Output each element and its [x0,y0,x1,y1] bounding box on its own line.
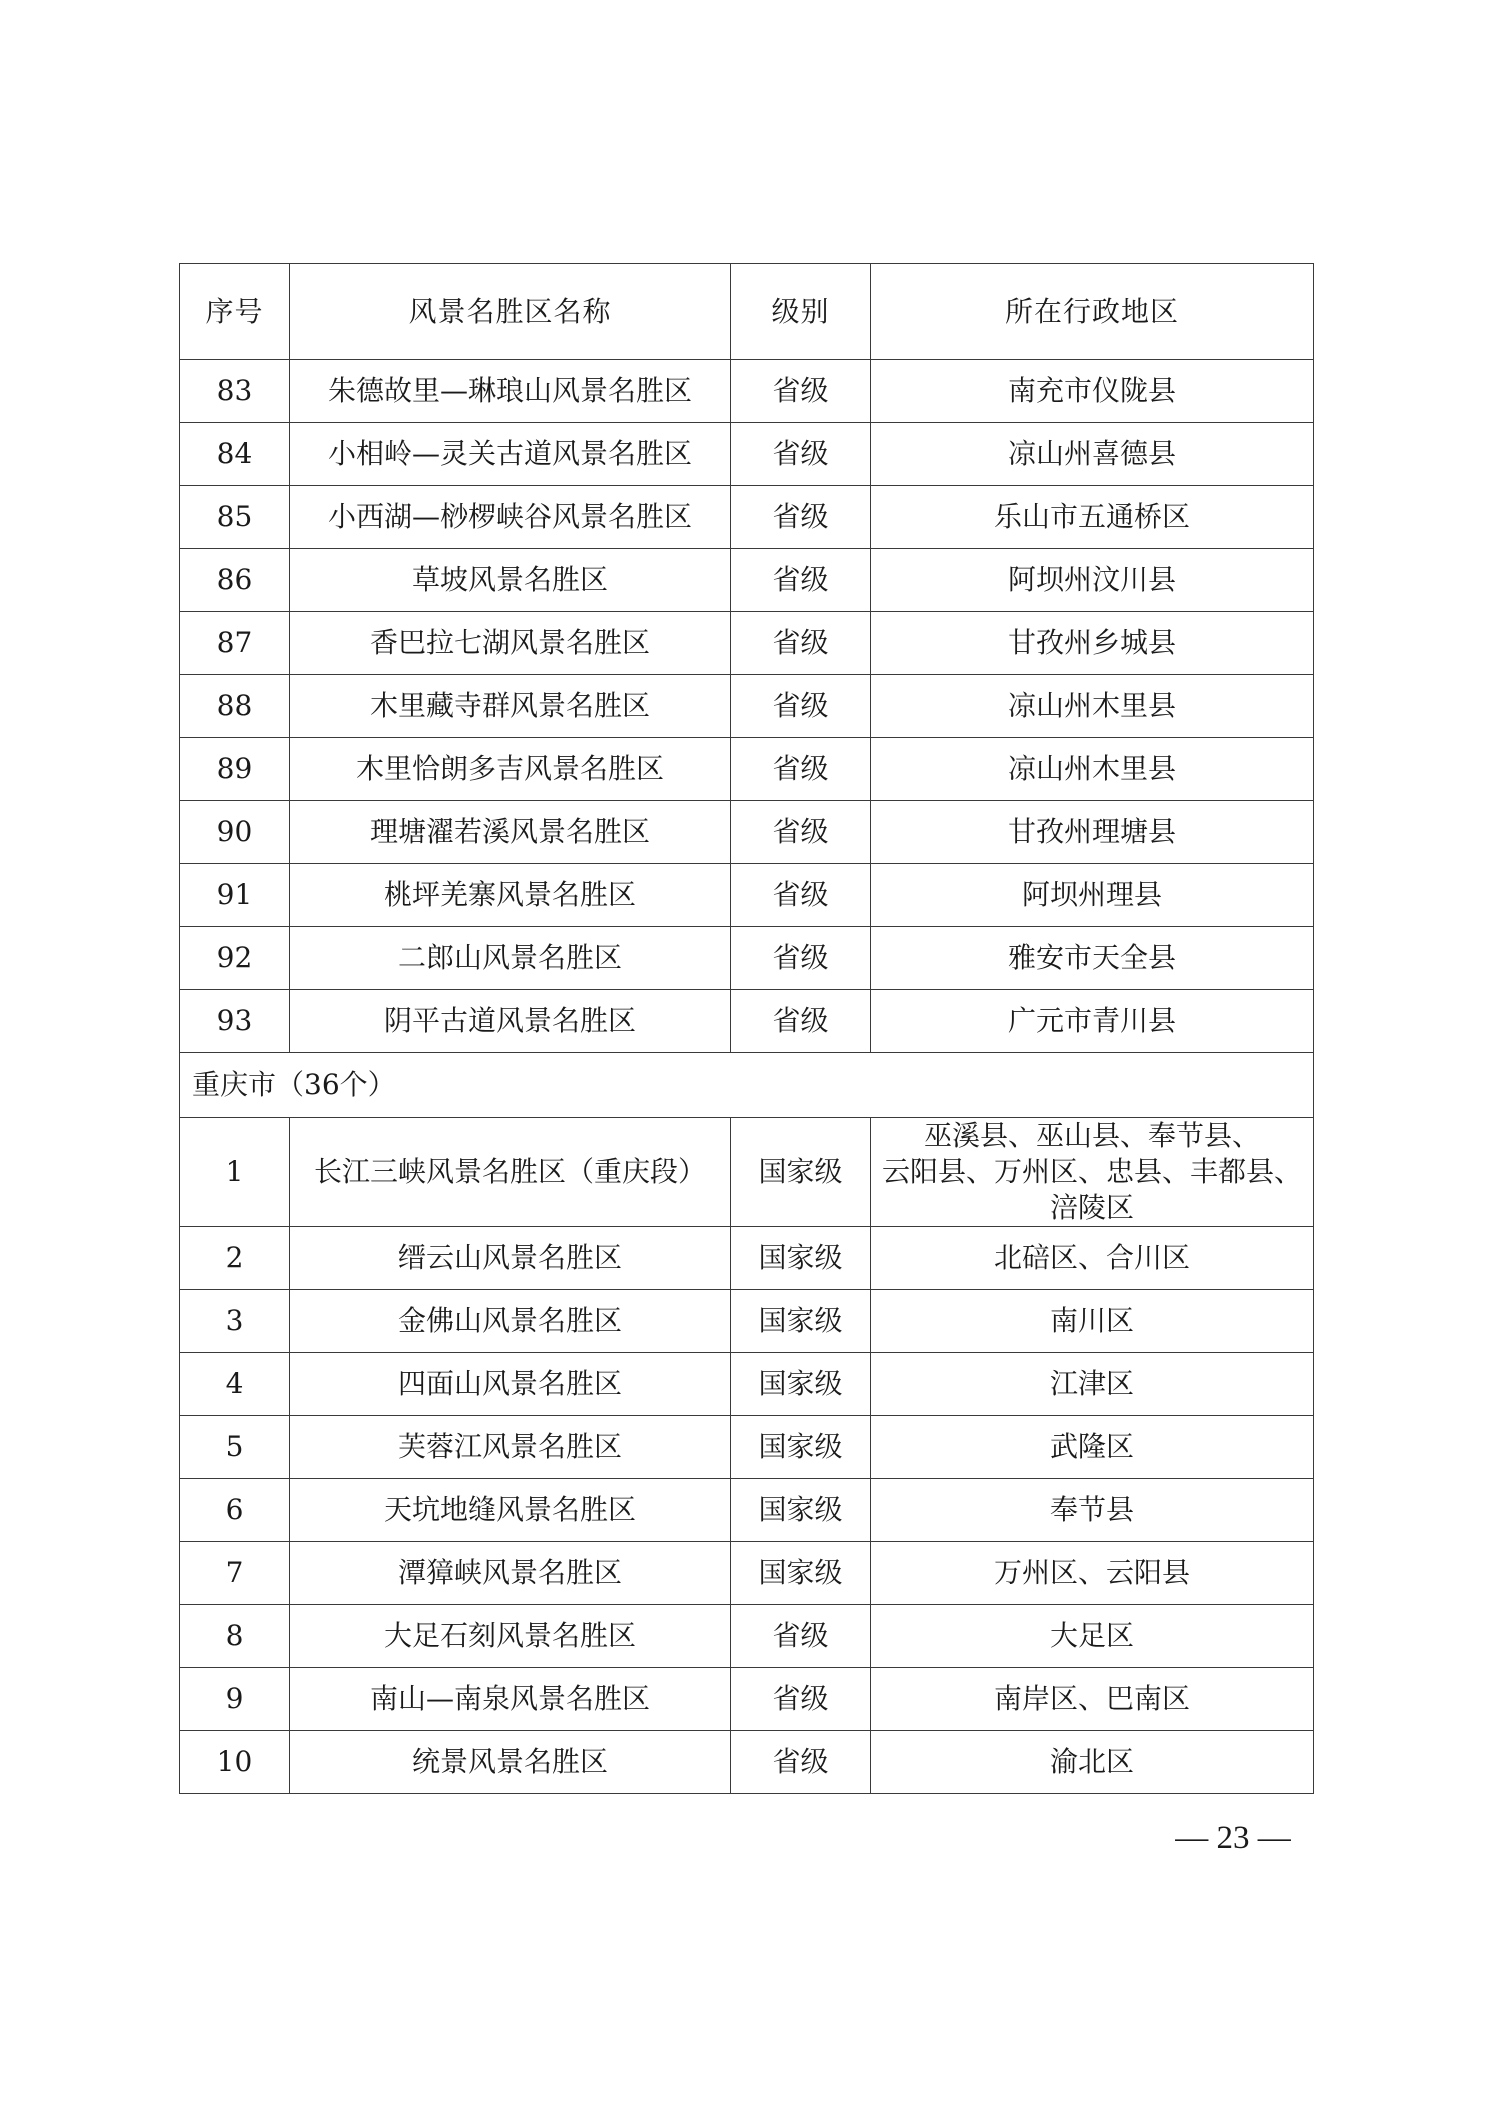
cell-name: 统景风景名胜区 [290,1731,731,1794]
table-row [180,1118,1314,1227]
cell-level: 国家级 [731,1479,871,1542]
cell-index: 86 [180,549,290,612]
cell-index: 9 [180,1668,290,1731]
cell-region: 江津区 [871,1353,1314,1416]
scenic-areas-table [179,263,1314,1794]
cell-region: 甘孜州理塘县 [871,801,1314,864]
cell-region: 阿坝州汶川县 [871,549,1314,612]
table-row [180,549,1314,612]
table-row [180,1605,1314,1668]
cell-region: 雅安市天全县 [871,927,1314,990]
cell-index: 7 [180,1542,290,1605]
table-row [180,1479,1314,1542]
cell-region: 甘孜州乡城县 [871,612,1314,675]
group-label-chongqing: 重庆市（36个） [180,1053,1314,1118]
header-index: 序号 [180,264,290,360]
cell-index: 91 [180,864,290,927]
cell-name: 缙云山风景名胜区 [290,1227,731,1290]
cell-name: 小西湖—桫椤峡谷风景名胜区 [290,486,731,549]
cell-level: 省级 [731,1668,871,1731]
table-header-row [180,264,1314,360]
cell-name: 阴平古道风景名胜区 [290,990,731,1053]
cell-index: 8 [180,1605,290,1668]
cell-name: 小相岭—灵关古道风景名胜区 [290,423,731,486]
cell-index: 93 [180,990,290,1053]
cell-index: 6 [180,1479,290,1542]
cell-name: 木里恰朗多吉风景名胜区 [290,738,731,801]
cell-name: 芙蓉江风景名胜区 [290,1416,731,1479]
cell-region: 阿坝州理县 [871,864,1314,927]
cell-index: 87 [180,612,290,675]
cell-index: 10 [180,1731,290,1794]
cell-index: 88 [180,675,290,738]
cell-region: 万州区、云阳县 [871,1542,1314,1605]
table-row [180,738,1314,801]
cell-name: 朱德故里—琳琅山风景名胜区 [290,360,731,423]
cell-level: 国家级 [731,1290,871,1353]
header-region: 所在行政地区 [871,264,1314,360]
table-row [180,801,1314,864]
cell-index: 92 [180,927,290,990]
table-row [180,423,1314,486]
cell-level: 省级 [731,486,871,549]
cell-level: 省级 [731,1605,871,1668]
cell-region: 南岸区、巴南区 [871,1668,1314,1731]
table-row [180,1731,1314,1794]
cell-level: 省级 [731,612,871,675]
cell-name: 桃坪羌寨风景名胜区 [290,864,731,927]
table-row [180,1227,1314,1290]
cell-name: 理塘濯若溪风景名胜区 [290,801,731,864]
cell-region: 乐山市五通桥区 [871,486,1314,549]
cell-name: 香巴拉七湖风景名胜区 [290,612,731,675]
table-row [180,927,1314,990]
cell-level: 省级 [731,864,871,927]
cell-name: 南山—南泉风景名胜区 [290,1668,731,1731]
cell-level: 省级 [731,675,871,738]
cell-region: 大足区 [871,1605,1314,1668]
cell-index: 90 [180,801,290,864]
table-row [180,1353,1314,1416]
cell-name: 金佛山风景名胜区 [290,1290,731,1353]
cell-region: 广元市青川县 [871,990,1314,1053]
cell-level: 国家级 [731,1416,871,1479]
cell-level: 国家级 [731,1353,871,1416]
cell-region: 凉山州喜德县 [871,423,1314,486]
cell-region [871,1118,1314,1227]
cell-index: 4 [180,1353,290,1416]
cell-level: 省级 [731,423,871,486]
cell-region: 奉节县 [871,1479,1314,1542]
cell-index: 85 [180,486,290,549]
cell-region: 渝北区 [871,1731,1314,1794]
cell-level: 省级 [731,1731,871,1794]
cell-level: 国家级 [731,1542,871,1605]
cell-level: 省级 [731,801,871,864]
cell-name: 大足石刻风景名胜区 [290,1605,731,1668]
cell-region: 南充市仪陇县 [871,360,1314,423]
group-header-row [180,1053,1314,1118]
region-line: 云阳县、万州区、忠县、丰都县、 [881,1155,1302,1188]
cell-region: 凉山州木里县 [871,675,1314,738]
cell-index: 89 [180,738,290,801]
cell-index: 2 [180,1227,290,1290]
cell-name: 木里藏寺群风景名胜区 [290,675,731,738]
cell-index: 84 [180,423,290,486]
cell-level: 国家级 [731,1227,871,1290]
page-number: — 23 — [1175,1820,1291,1856]
cell-name: 长江三峡风景名胜区（重庆段） [290,1118,731,1227]
region-line: 涪陵区 [1049,1191,1134,1224]
cell-index: 3 [180,1290,290,1353]
table-row [180,864,1314,927]
cell-level: 省级 [731,927,871,990]
table-row [180,1668,1314,1731]
header-level: 级别 [731,264,871,360]
table-row [180,612,1314,675]
table-row [180,1290,1314,1353]
cell-level: 省级 [731,360,871,423]
cell-region: 凉山州木里县 [871,738,1314,801]
cell-name: 天坑地缝风景名胜区 [290,1479,731,1542]
cell-level: 省级 [731,738,871,801]
table-row [180,675,1314,738]
cell-region: 北碚区、合川区 [871,1227,1314,1290]
cell-name: 潭獐峡风景名胜区 [290,1542,731,1605]
cell-level: 省级 [731,990,871,1053]
cell-region: 南川区 [871,1290,1314,1353]
table-row [180,990,1314,1053]
cell-region: 武隆区 [871,1416,1314,1479]
cell-name: 二郎山风景名胜区 [290,927,731,990]
table-row [180,1416,1314,1479]
region-line: 巫溪县、巫山县、奉节县、 [923,1119,1260,1152]
header-name: 风景名胜区名称 [290,264,731,360]
cell-level: 国家级 [731,1118,871,1227]
cell-level: 省级 [731,549,871,612]
table-row [180,486,1314,549]
cell-index: 5 [180,1416,290,1479]
table-row [180,360,1314,423]
table-row [180,1542,1314,1605]
cell-name: 四面山风景名胜区 [290,1353,731,1416]
cell-name: 草坡风景名胜区 [290,549,731,612]
cell-index: 83 [180,360,290,423]
cell-index: 1 [180,1118,290,1227]
